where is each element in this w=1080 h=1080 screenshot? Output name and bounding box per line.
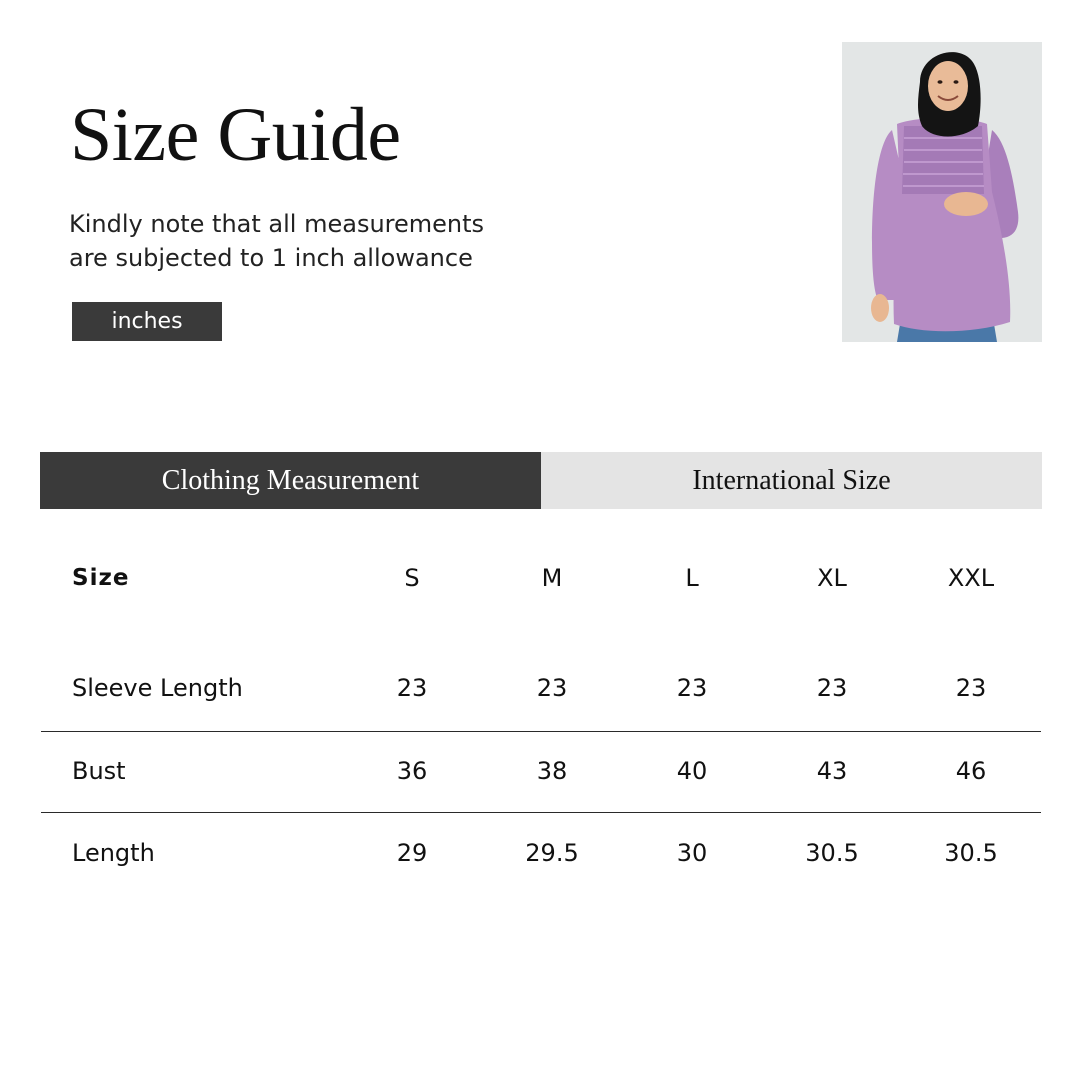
- row-label: Sleeve Length: [72, 674, 243, 702]
- table-header-cell: L: [685, 564, 699, 592]
- row-label: Bust: [72, 757, 126, 785]
- table-header-label: Size: [72, 565, 130, 591]
- row-divider: [41, 731, 1041, 732]
- allowance-note-line-2: are subjected to 1 inch allowance: [69, 244, 473, 272]
- table-cell: 29.5: [525, 839, 579, 867]
- table-header-cell: S: [404, 564, 420, 592]
- page-title: Size Guide: [70, 93, 401, 177]
- table-cell: 29: [396, 839, 428, 867]
- table-cell: 23: [536, 674, 568, 702]
- table-header-row: [0, 553, 1080, 603]
- table-cell: 30: [676, 839, 708, 867]
- table-header-cell: XXL: [947, 564, 995, 592]
- table-cell: 23: [816, 674, 848, 702]
- table-cell: 43: [816, 757, 848, 785]
- table-cell: 23: [676, 674, 708, 702]
- row-label: Length: [72, 839, 155, 867]
- table-header-cell: XL: [817, 564, 847, 592]
- table-cell: 38: [536, 757, 568, 785]
- table-cell: 23: [396, 674, 428, 702]
- table-row: [0, 663, 1080, 713]
- table-cell: 30.5: [805, 839, 859, 867]
- row-divider: [41, 812, 1041, 813]
- table-cell: 40: [676, 757, 708, 785]
- table-cell: 30.5: [944, 839, 998, 867]
- unit-toggle-inches[interactable]: inches: [72, 302, 222, 341]
- tab-international-size[interactable]: International Size: [541, 452, 1042, 509]
- allowance-note-line-1: Kindly note that all measurements: [69, 210, 485, 238]
- table-cell: 36: [396, 757, 428, 785]
- table-row: [0, 828, 1080, 878]
- table-cell: 23: [955, 674, 987, 702]
- table-cell: 46: [955, 757, 987, 785]
- table-row: [0, 746, 1080, 796]
- table-header-cell: M: [541, 564, 563, 592]
- tab-clothing-measurement[interactable]: Clothing Measurement: [40, 452, 541, 509]
